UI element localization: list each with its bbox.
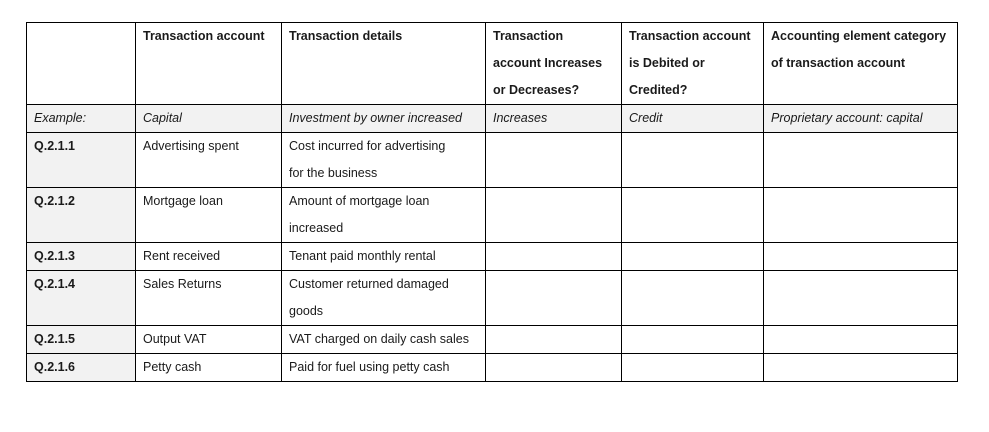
answer-cell-debit-credit[interactable] <box>622 133 764 188</box>
row-details <box>282 354 486 382</box>
table-row <box>27 133 958 188</box>
table-row <box>27 188 958 243</box>
row-details-line: Tenant paid monthly rental <box>289 249 436 263</box>
row-details-line: Customer returned damaged <box>289 277 449 291</box>
row-account: Sales Returns <box>136 271 282 326</box>
row-account: Petty cash <box>136 354 282 382</box>
row-account: Output VAT <box>136 326 282 354</box>
answer-cell-category[interactable] <box>764 326 958 354</box>
transaction-analysis-table <box>26 22 958 382</box>
row-details-line: for the business <box>289 166 378 180</box>
answer-cell-debit-credit[interactable] <box>622 188 764 243</box>
answer-cell-category[interactable] <box>764 188 958 243</box>
header-transaction-account: Transaction account <box>136 23 282 105</box>
row-details <box>282 133 486 188</box>
question-id: Q.2.1.3 <box>27 243 136 271</box>
question-id: Q.2.1.1 <box>27 133 136 188</box>
example-account: Capital <box>136 105 282 133</box>
answer-cell-change[interactable] <box>486 354 622 382</box>
header-accounting-element-line-2: of transaction account <box>771 56 906 70</box>
header-row <box>27 23 958 105</box>
answer-cell-debit-credit[interactable] <box>622 271 764 326</box>
answer-cell-category[interactable] <box>764 271 958 326</box>
row-details <box>282 243 486 271</box>
header-increase-decrease-line-1: Transaction <box>493 29 564 43</box>
header-debit-credit-line-2: is Debited or <box>629 56 705 70</box>
answer-cell-change[interactable] <box>486 326 622 354</box>
row-details-line: Amount of mortgage loan <box>289 194 430 208</box>
example-details: Investment by owner increased <box>282 105 486 133</box>
question-id: Q.2.1.6 <box>27 354 136 382</box>
example-change: Increases <box>486 105 622 133</box>
answer-cell-change[interactable] <box>486 133 622 188</box>
answer-cell-debit-credit[interactable] <box>622 243 764 271</box>
row-details <box>282 326 486 354</box>
header-increase-decrease-line-3: or Decreases? <box>493 83 580 97</box>
answer-cell-change[interactable] <box>486 188 622 243</box>
table-row <box>27 326 958 354</box>
table-row <box>27 243 958 271</box>
row-account: Advertising spent <box>136 133 282 188</box>
header-debit-credit-line-3: Credited? <box>629 83 688 97</box>
answer-cell-change[interactable] <box>486 271 622 326</box>
answer-cell-category[interactable] <box>764 243 958 271</box>
row-account: Rent received <box>136 243 282 271</box>
example-category: Proprietary account: capital <box>764 105 958 133</box>
header-accounting-element-line-1: Accounting element category <box>771 29 947 43</box>
header-increase-decrease <box>486 23 622 105</box>
row-details-line: Paid for fuel using petty cash <box>289 360 450 374</box>
answer-cell-category[interactable] <box>764 133 958 188</box>
header-empty <box>27 23 136 105</box>
header-debit-credit <box>622 23 764 105</box>
row-account: Mortgage loan <box>136 188 282 243</box>
answer-cell-debit-credit[interactable] <box>622 326 764 354</box>
example-row <box>27 105 958 133</box>
header-increase-decrease-line-2: account Increases <box>493 56 603 70</box>
row-details-line: goods <box>289 304 324 318</box>
answer-cell-change[interactable] <box>486 243 622 271</box>
row-details <box>282 188 486 243</box>
row-details-line: increased <box>289 221 344 235</box>
row-details <box>282 271 486 326</box>
answer-cell-debit-credit[interactable] <box>622 354 764 382</box>
question-id: Q.2.1.4 <box>27 271 136 326</box>
row-details-line: VAT charged on daily cash sales <box>289 332 469 346</box>
header-debit-credit-line-1: Transaction account <box>629 29 751 43</box>
question-id: Q.2.1.5 <box>27 326 136 354</box>
table-row <box>27 271 958 326</box>
answer-cell-category[interactable] <box>764 354 958 382</box>
header-transaction-details: Transaction details <box>282 23 486 105</box>
example-label: Example: <box>27 105 136 133</box>
question-id: Q.2.1.2 <box>27 188 136 243</box>
example-debit-credit: Credit <box>622 105 764 133</box>
header-accounting-element <box>764 23 958 105</box>
row-details-line: Cost incurred for advertising <box>289 139 446 153</box>
table-row <box>27 354 958 382</box>
